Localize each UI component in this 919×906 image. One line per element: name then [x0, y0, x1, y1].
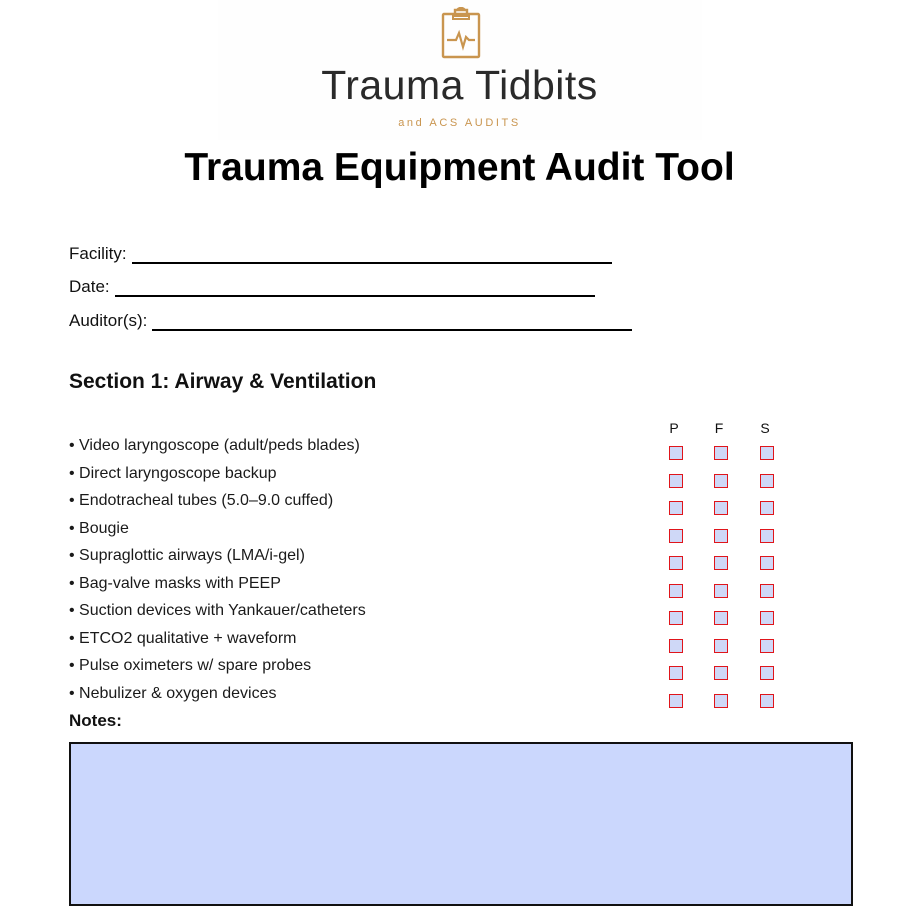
checklist-item: • Video laryngoscope (adult/peds blades)	[69, 437, 360, 454]
checkbox-f[interactable]	[714, 694, 728, 708]
checkbox-s[interactable]	[760, 611, 774, 625]
checkbox-f[interactable]	[714, 446, 728, 460]
column-header-s: S	[760, 420, 770, 436]
checkbox-f[interactable]	[714, 501, 728, 515]
checklist-item: • ETCO2 qualitative + waveform	[69, 629, 297, 647]
checklist-item: • Pulse oximeters w/ spare probes	[69, 657, 312, 674]
checklist-item: • Endotracheal tubes (5.0–9.0 cuffed)	[69, 492, 334, 509]
checkbox-s[interactable]	[760, 694, 774, 708]
clipboard-heartbeat-icon	[441, 7, 481, 59]
checkbox-s[interactable]	[760, 639, 774, 653]
facility-field	[69, 244, 612, 264]
checklist-item: • Supraglottic airways (LMA/i-gel)	[69, 547, 305, 564]
logo-name: Trauma Tidbits	[321, 62, 598, 108]
auditors-label: Auditor(s):	[69, 311, 148, 330]
checkbox-f[interactable]	[714, 474, 728, 488]
checkbox-p[interactable]	[669, 474, 683, 488]
checkbox-p[interactable]	[669, 666, 683, 680]
notes-textarea[interactable]	[69, 742, 853, 906]
checkbox-p[interactable]	[669, 694, 683, 708]
date-input-line[interactable]	[115, 277, 595, 297]
checkbox-p[interactable]	[669, 556, 683, 570]
notes-label: Notes:	[69, 711, 122, 730]
auditors-field	[69, 311, 632, 331]
checkbox-f[interactable]	[714, 584, 728, 598]
checklist-item: • Suction devices with Yankauer/catheters	[69, 602, 366, 619]
checklist-item: • Bag-valve masks with PEEP	[69, 574, 281, 592]
checkbox-s[interactable]	[760, 584, 774, 598]
facility-label: Facility:	[69, 244, 127, 263]
column-header-p: P	[669, 420, 679, 436]
logo-subtitle: and ACS AUDITS	[398, 117, 521, 129]
auditors-input-line[interactable]	[152, 311, 632, 331]
checkbox-f[interactable]	[714, 639, 728, 653]
checkbox-p[interactable]	[669, 501, 683, 515]
checkbox-p[interactable]	[669, 584, 683, 598]
date-field	[69, 277, 595, 297]
checkbox-p[interactable]	[669, 639, 683, 653]
checkbox-f[interactable]	[714, 529, 728, 543]
checkbox-p[interactable]	[669, 529, 683, 543]
checkbox-s[interactable]	[760, 529, 774, 543]
checkbox-s[interactable]	[760, 446, 774, 460]
checkbox-p[interactable]	[669, 446, 683, 460]
column-header-f: F	[714, 420, 724, 436]
checklist-item: • Bougie	[69, 519, 129, 537]
checkbox-s[interactable]	[760, 666, 774, 680]
checklist-item: • Nebulizer & oxygen devices	[69, 684, 277, 702]
checkbox-f[interactable]	[714, 556, 728, 570]
date-label: Date:	[69, 277, 110, 296]
checkbox-f[interactable]	[714, 611, 728, 625]
checkbox-s[interactable]	[760, 474, 774, 488]
section-title: Section 1: Airway & Ventilation	[69, 370, 377, 393]
facility-input-line[interactable]	[132, 244, 612, 264]
document-title: Trauma Equipment Audit Tool	[184, 146, 735, 189]
checkbox-s[interactable]	[760, 501, 774, 515]
checkbox-f[interactable]	[714, 666, 728, 680]
checkbox-p[interactable]	[669, 611, 683, 625]
checkbox-s[interactable]	[760, 556, 774, 570]
checklist-item: • Direct laryngoscope backup	[69, 464, 277, 482]
